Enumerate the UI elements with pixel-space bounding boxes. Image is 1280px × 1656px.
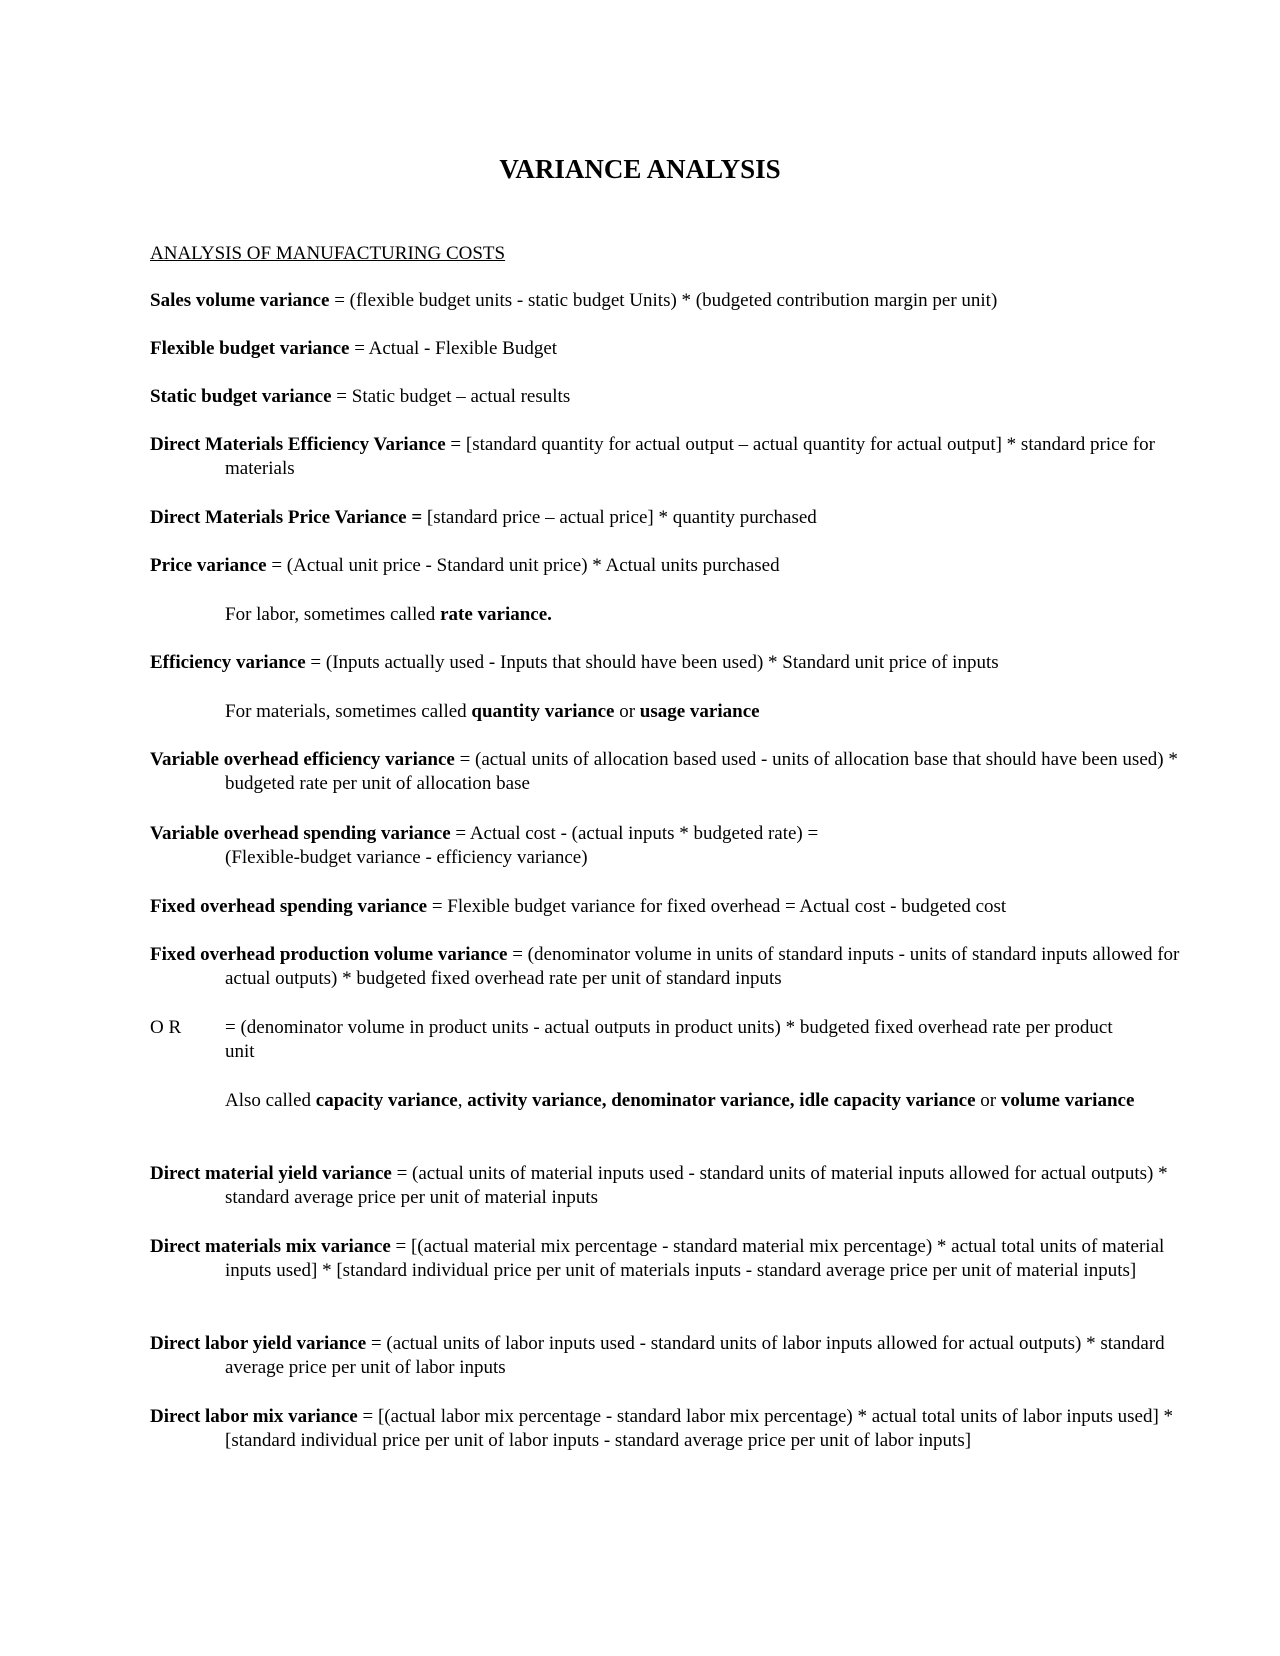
efficiency-variance (150, 651, 1215, 675)
document-title: VARIANCE ANALYSIS (499, 154, 781, 184)
direct-labor-yield-variance (150, 1332, 1215, 1380)
note-term: activity variance, denominator variance, idle capacity variance (467, 1090, 976, 1111)
term: Sales volume variance (150, 290, 330, 311)
note-term: quantity variance (471, 701, 615, 722)
term: Fixed overhead production volume variance (150, 944, 508, 965)
definition: = [(actual material mix percentage - standard material mix percentage) * actual total units of material inputs used] * [standard individual price per unit of materials inputs - standard average price per unit of material inputs] (225, 1236, 1165, 1281)
note-text: or (614, 701, 640, 722)
term: Direct Materials Price Variance = (150, 507, 423, 528)
definition: = Flexible budget variance for fixed overhead = Actual cost - budgeted cost (427, 896, 1007, 917)
term: Static budget variance (150, 386, 332, 407)
term: Direct labor mix variance (150, 1406, 358, 1427)
definition: = (denominator volume in units of standard inputs - units of standard inputs allowed for actual outputs) * budgeted fixed overhead rate per unit of standard inputs (225, 944, 1180, 989)
definition: = (actual units of labor inputs used - standard units of labor inputs allowed for actual outputs) * standard average price per unit of labor inputs (225, 1333, 1165, 1378)
definition: = (actual units of material inputs used - standard units of material inputs allowed for actual outputs) * standard average price per unit of material inputs (225, 1163, 1168, 1208)
flexible-budget-variance (150, 337, 1215, 361)
direct-material-yield-variance (150, 1162, 1215, 1210)
section-heading: ANALYSIS OF MANUFACTURING COSTS (150, 243, 506, 264)
definition: [standard price – actual price] * quantity purchased (422, 507, 817, 528)
direct-materials-mix-variance (150, 1235, 1215, 1283)
definition: = [standard quantity for actual output – actual quantity for actual output] * standard price for materials (225, 434, 1155, 479)
term: Fixed overhead spending variance (150, 896, 428, 917)
term: Variable overhead spending variance (150, 823, 451, 844)
variable-overhead-spending-variance (150, 822, 1215, 870)
definition: = Actual - Flexible Budget (349, 338, 558, 359)
definition: = [(actual labor mix percentage - standard labor mix percentage) * actual total units of labor inputs used] * [standard individual price per unit of labor inputs - standard average price per unit of labor inputs] (225, 1406, 1174, 1451)
term: Efficiency variance (150, 652, 306, 673)
direct-materials-price-variance (150, 506, 1215, 530)
note-text: , (457, 1090, 468, 1111)
note-text: or (975, 1090, 1001, 1111)
definition: = Static budget – actual results (331, 386, 571, 407)
note-term: usage variance (639, 701, 760, 722)
definition-continued: (Flexible-budget variance - efficiency variance) (225, 847, 588, 868)
term: Variable overhead efficiency variance (150, 749, 455, 770)
rate-variance-note (225, 603, 1140, 627)
fixed-overhead-production-volume-variance (150, 943, 1215, 991)
term: Direct materials mix variance (150, 1236, 391, 1257)
fixed-overhead-spending-variance (150, 895, 1215, 919)
variable-overhead-efficiency-variance (150, 748, 1215, 796)
sales-volume-variance (150, 289, 1215, 313)
definition: = (Inputs actually used - Inputs that should have been used) * Standard unit price of inputs (305, 652, 999, 673)
note-text: For labor, sometimes called (225, 604, 441, 625)
direct-labor-mix-variance (150, 1405, 1215, 1453)
note-term: volume variance (1000, 1090, 1135, 1111)
note-text: For materials, sometimes called (225, 701, 472, 722)
definition: = (flexible budget units - static budget Units) * (budgeted contribution margin per unit) (329, 290, 998, 311)
direct-materials-efficiency-variance (150, 433, 1215, 481)
definition: = Actual cost - (actual inputs * budgeted rate) = (450, 823, 819, 844)
term: Direct material yield variance (150, 1163, 392, 1184)
term: Flexible budget variance (150, 338, 350, 359)
volume-variance-aliases (225, 1089, 1140, 1113)
term: Direct Materials Efficiency Variance (150, 434, 446, 455)
static-budget-variance (150, 385, 1215, 409)
quantity-variance-note (225, 700, 1140, 724)
price-variance (150, 554, 1215, 578)
note-text: Also called (225, 1090, 316, 1111)
note-term: rate variance. (440, 604, 552, 625)
term: Price variance (150, 555, 267, 576)
note-term: capacity variance (315, 1090, 458, 1111)
term: Direct labor yield variance (150, 1333, 367, 1354)
or-label: O R (150, 1017, 182, 1038)
definition: = (actual units of allocation based used - units of allocation base that should have been used) * budgeted rate per unit of allocation base (225, 749, 1178, 794)
or-alternative-formula: = (denominator volume in product units - actual outputs in product units) * budgeted fixed overhead rate per product unit (225, 1017, 1113, 1062)
definition: = (Actual unit price - Standard unit price) * Actual units purchased (266, 555, 780, 576)
